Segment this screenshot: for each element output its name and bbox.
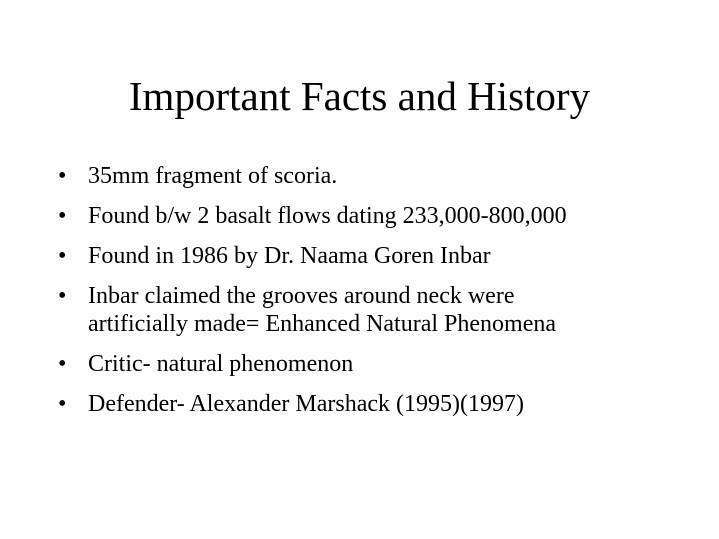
bullet-item (58, 162, 698, 190)
bullet-text-line-2: artificially made= Enhanced Natural Phenomena (88, 311, 557, 337)
bullet-icon: • (58, 351, 67, 377)
bullet-list (58, 162, 698, 430)
bullet-text: Found in 1986 by Dr. Naama Goren Inbar (88, 243, 491, 269)
bullet-text: Defender- Alexander Marshack (1995)(1997) (88, 391, 525, 417)
bullet-icon: • (58, 203, 67, 229)
bullet-text: 35mm fragment of scoria. (88, 163, 338, 189)
bullet-icon: • (58, 391, 67, 417)
bullet-item (58, 390, 698, 418)
bullet-item (58, 202, 698, 230)
bullet-text-line-1: Inbar claimed the grooves around neck were (88, 283, 515, 309)
bullet-item (58, 282, 698, 338)
bullet-text: Critic- natural phenomenon (88, 351, 354, 377)
bullet-item (58, 242, 698, 270)
bullet-icon: • (58, 283, 67, 309)
slide-title: Important Facts and History (128, 73, 591, 119)
bullet-icon: • (58, 163, 67, 189)
bullet-text: Found b/w 2 basalt flows dating 233,000-800,000 (88, 203, 567, 229)
bullet-item (58, 350, 698, 378)
bullet-icon: • (58, 243, 67, 269)
